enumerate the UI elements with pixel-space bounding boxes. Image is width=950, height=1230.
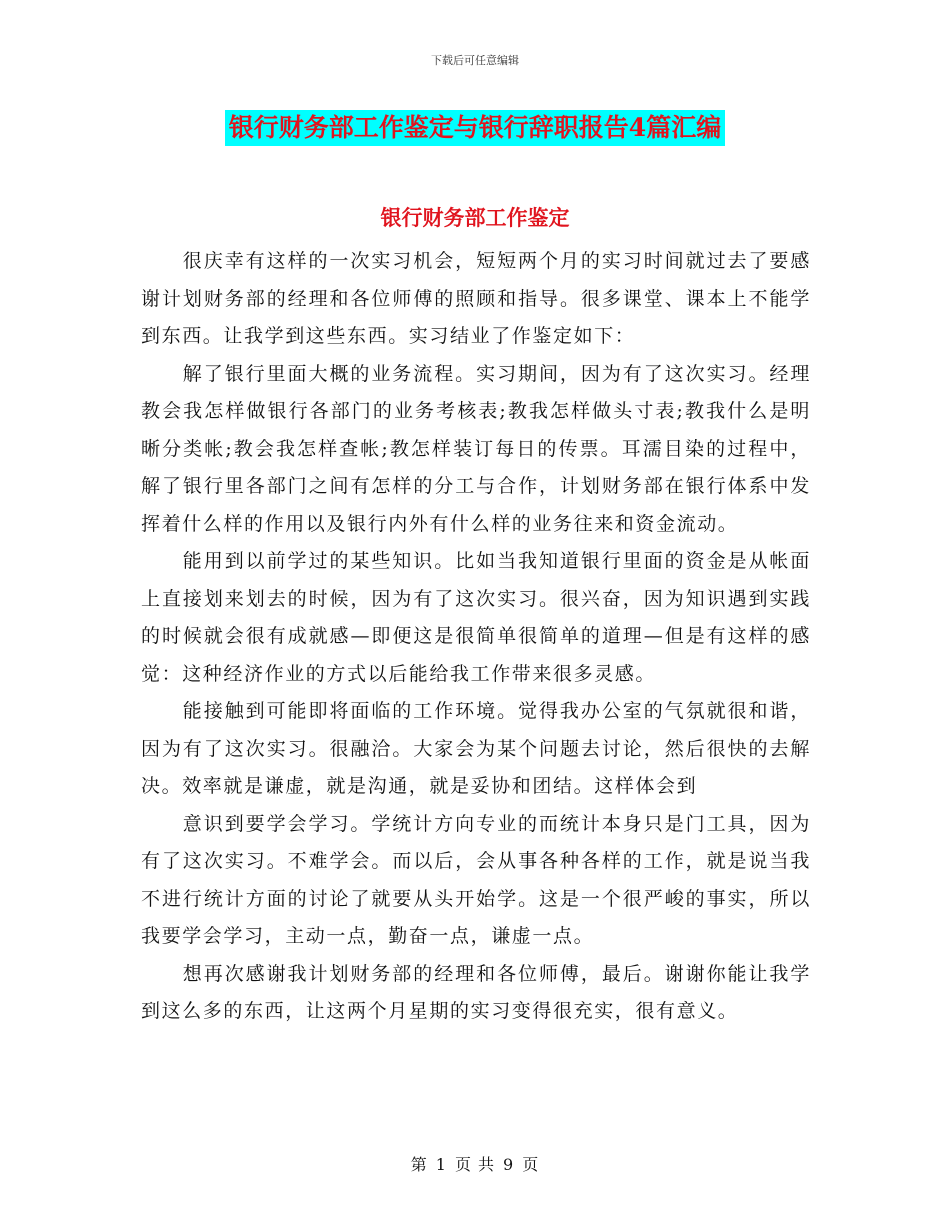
paragraph: 能用到以前学过的某些知识。比如当我知道银行里面的资金是从帐面上直接划来划去的时候，因为有了这次实习。很兴奋，因为知识遇到实践的时候就会很有成就感—即便这是很简单很简单的道理—但是有这样的感觉：这种经济作业的方式以后能给我工作带来很多灵感。 xyxy=(141,550,811,685)
paragraph: 意识到要学会学习。学统计方向专业的而统计本身只是门工具，因为有了这次实习。不难学会。而以后，会从事各种各样的工作，就是说当我不进行统计方面的讨论了就要从头开始学。这是一个很严峻的事实，所以我要学会学习，主动一点，勤奋一点，谦虚一点。 xyxy=(141,812,811,947)
document-title: 银行财务部工作鉴定与银行辞职报告4篇汇编 xyxy=(225,110,725,146)
paragraph: 很庆幸有这样的一次实习机会，短短两个月的实习时间就过去了要感谢计划财务部的经理和各位师傅的照顾和指导。很多课堂、课本上不能学到东西。让我学到这些东西。实习结业了作鉴定如下： xyxy=(141,250,811,347)
footer-mid: 页 共 xyxy=(454,1155,496,1174)
footer-total-pages: 9 xyxy=(503,1155,515,1174)
document-body xyxy=(141,243,811,1031)
section-title: 银行财务部工作鉴定 xyxy=(380,205,570,230)
paragraph: 解了银行里面大概的业务流程。实习期间，因为有了这次实习。经理教会我怎样做银行各部门的业务考核表;教我怎样做头寸表;教我什么是明晰分类帐;教会我怎样查帐;教怎样装订每日的传票。耳濡目染的过程中，解了银行里各部门之间有怎样的分工与合作，计划财务部在银行体系中发挥着什么样的作用以及银行内外有什么样的业务往来和资金流动。 xyxy=(141,362,811,535)
paragraph: 能接触到可能即将面临的工作环境。觉得我办公室的气氛就很和谐，因为有了这次实习。很融洽。大家会为某个问题去讨论，然后很快的去解决。效率就是谦虚，就是沟通，就是妥协和团结。这样体会到 xyxy=(141,700,811,797)
footer-page-number: 1 xyxy=(435,1155,447,1174)
page-footer xyxy=(0,1152,950,1175)
footer-prefix: 第 xyxy=(410,1155,428,1174)
document-title-wrap xyxy=(0,110,950,146)
paragraph: 想再次感谢我计划财务部的经理和各位师傅，最后。谢谢你能让我学到这么多的东西，让这两个月星期的实习变得很充实，很有意义。 xyxy=(141,962,811,1022)
header-note: 下载后可任意编辑 xyxy=(431,54,519,67)
footer-suffix: 页 xyxy=(522,1155,540,1174)
